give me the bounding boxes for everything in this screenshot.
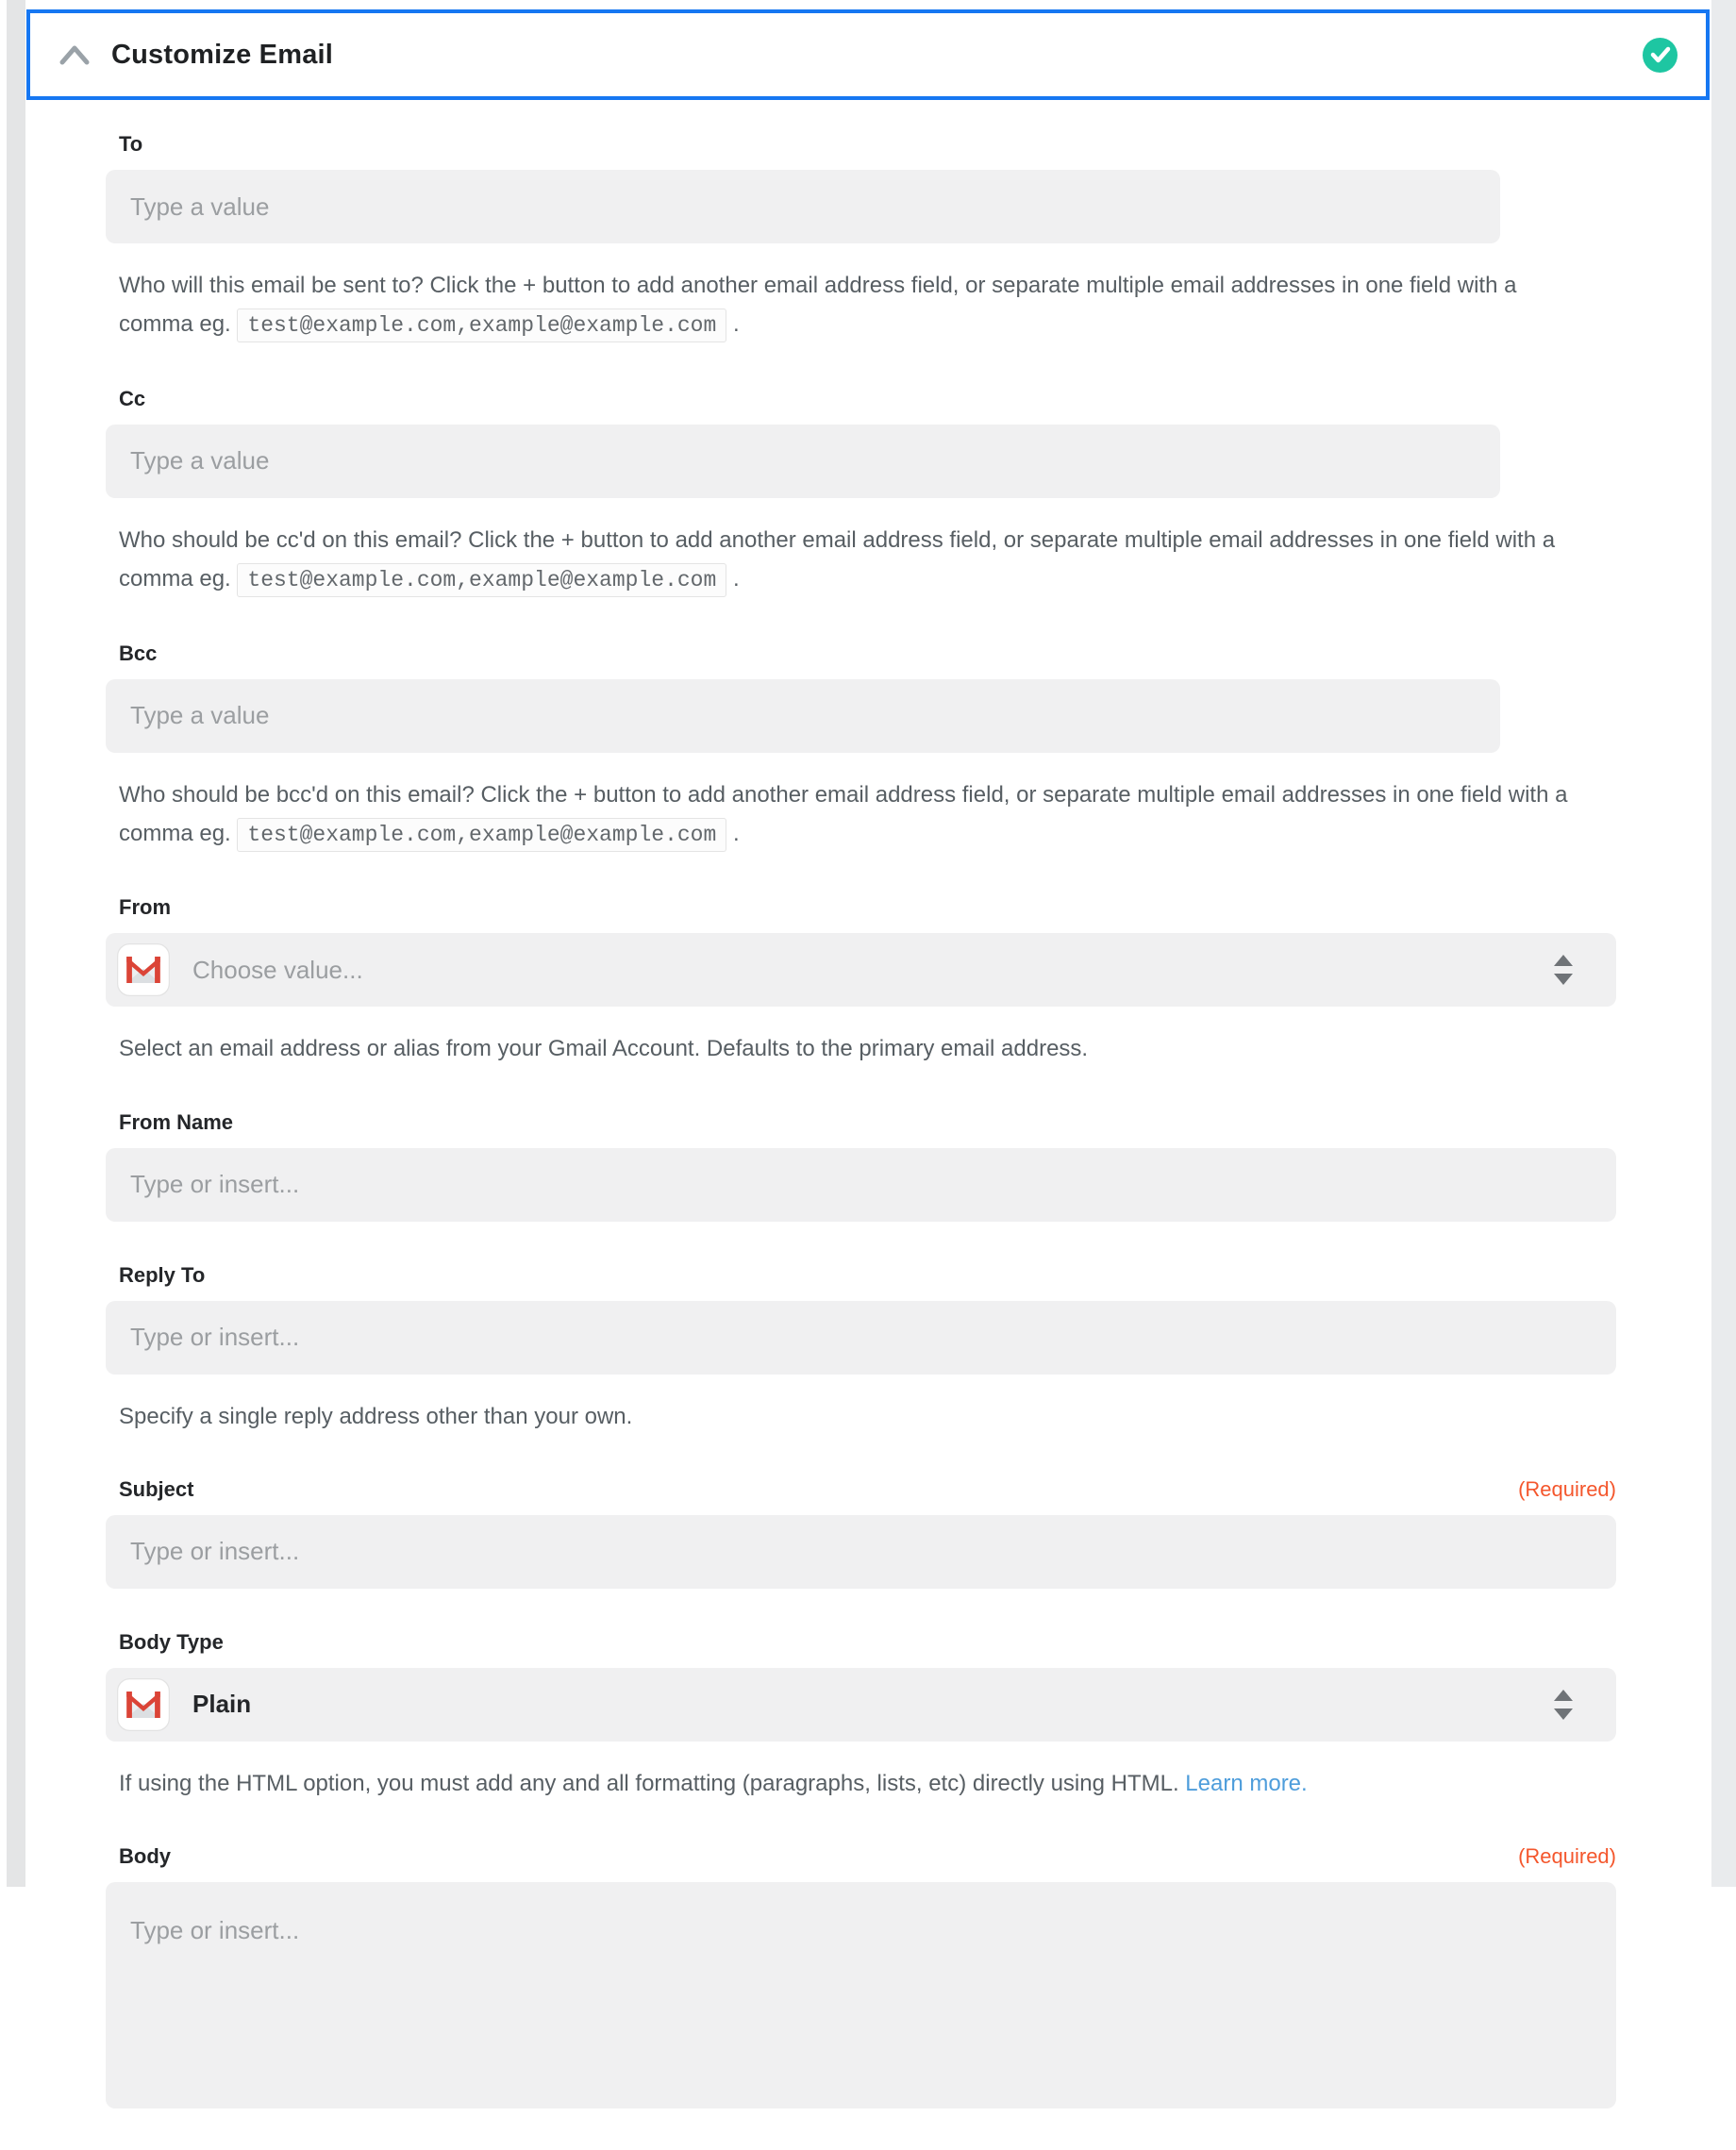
page-left-gutter xyxy=(7,0,25,1887)
dropdown-sort-arrows-icon xyxy=(1552,1689,1575,1721)
to-help-code-example: test@example.com,example@example.com xyxy=(237,308,726,342)
page-right-gutter xyxy=(1711,0,1736,1887)
bcc-label: Bcc xyxy=(119,641,158,665)
field-group-from xyxy=(106,895,1616,1068)
field-group-cc xyxy=(106,387,1616,600)
to-help-text: Who will this email be sent to? Click the + button to add another email address field, or separate multiple email addresses in one field with a comma eg. test@example.com,example@example.com . xyxy=(119,266,1591,345)
cc-label: Cc xyxy=(119,386,146,410)
from-name-input[interactable] xyxy=(106,1148,1616,1222)
body-type-dropdown[interactable] xyxy=(106,1668,1616,1742)
body-type-dropdown-value: Plain xyxy=(192,1690,252,1719)
field-group-body xyxy=(106,1844,1616,2108)
reply-to-help-text: Specify a single reply address other than your own. xyxy=(119,1403,633,1429)
customize-email-form xyxy=(106,132,1616,2150)
field-group-to xyxy=(106,132,1616,345)
cc-input[interactable] xyxy=(106,425,1500,498)
field-group-subject xyxy=(106,1477,1616,1589)
collapse-chevron-icon[interactable] xyxy=(58,42,91,67)
reply-to-input[interactable] xyxy=(106,1301,1616,1375)
bcc-help-text: Who should be bcc'd on this email? Click the + button to add another email address field, or separate multiple email addresses in one field with a comma eg. test@example.com,example@example.com . xyxy=(119,775,1591,855)
subject-required-badge: (Required) xyxy=(1518,1476,1616,1501)
from-dropdown-value: Choose value... xyxy=(192,955,363,984)
section-complete-icon xyxy=(1643,38,1678,73)
learn-more-link[interactable]: Learn more. xyxy=(1185,1770,1308,1796)
body-label: Body xyxy=(119,1844,171,1869)
body-required-badge: (Required) xyxy=(1518,1844,1616,1869)
from-help-text: Select an email address or alias from your Gmail Account. Defaults to the primary email address. xyxy=(119,1036,1089,1062)
section-title: Customize Email xyxy=(111,39,334,70)
cc-help-text: Who should be cc'd on this email? Click the + button to add another email address field, or separate multiple email addresses in one field with a comma eg. test@example.com,example@example.com . xyxy=(119,521,1591,600)
to-input[interactable] xyxy=(106,170,1500,243)
field-group-reply-to xyxy=(106,1263,1616,1436)
bcc-input[interactable] xyxy=(106,679,1500,753)
field-group-bcc xyxy=(106,642,1616,855)
bcc-help-code-example: test@example.com,example@example.com xyxy=(237,818,726,852)
from-label: From xyxy=(119,895,171,920)
cc-help-code-example: test@example.com,example@example.com xyxy=(237,563,726,597)
to-label: To xyxy=(119,132,143,156)
from-name-label: From Name xyxy=(119,1109,234,1134)
body-type-help-text: If using the HTML option, you must add any and all formatting (paragraphs, lists, etc) directly using HTML. Learn more. xyxy=(119,1770,1308,1796)
dropdown-sort-arrows-icon xyxy=(1552,954,1575,986)
body-input[interactable] xyxy=(106,1882,1616,2108)
field-group-from-name xyxy=(106,1110,1616,1222)
subject-label: Subject xyxy=(119,1476,194,1501)
customize-email-section-header[interactable] xyxy=(26,9,1710,100)
gmail-icon xyxy=(117,943,170,996)
reply-to-label: Reply To xyxy=(119,1262,206,1287)
from-dropdown[interactable] xyxy=(106,933,1616,1007)
gmail-icon xyxy=(117,1678,170,1731)
subject-input[interactable] xyxy=(106,1515,1616,1589)
field-group-body-type xyxy=(106,1630,1616,1803)
body-type-label: Body Type xyxy=(119,1629,224,1654)
